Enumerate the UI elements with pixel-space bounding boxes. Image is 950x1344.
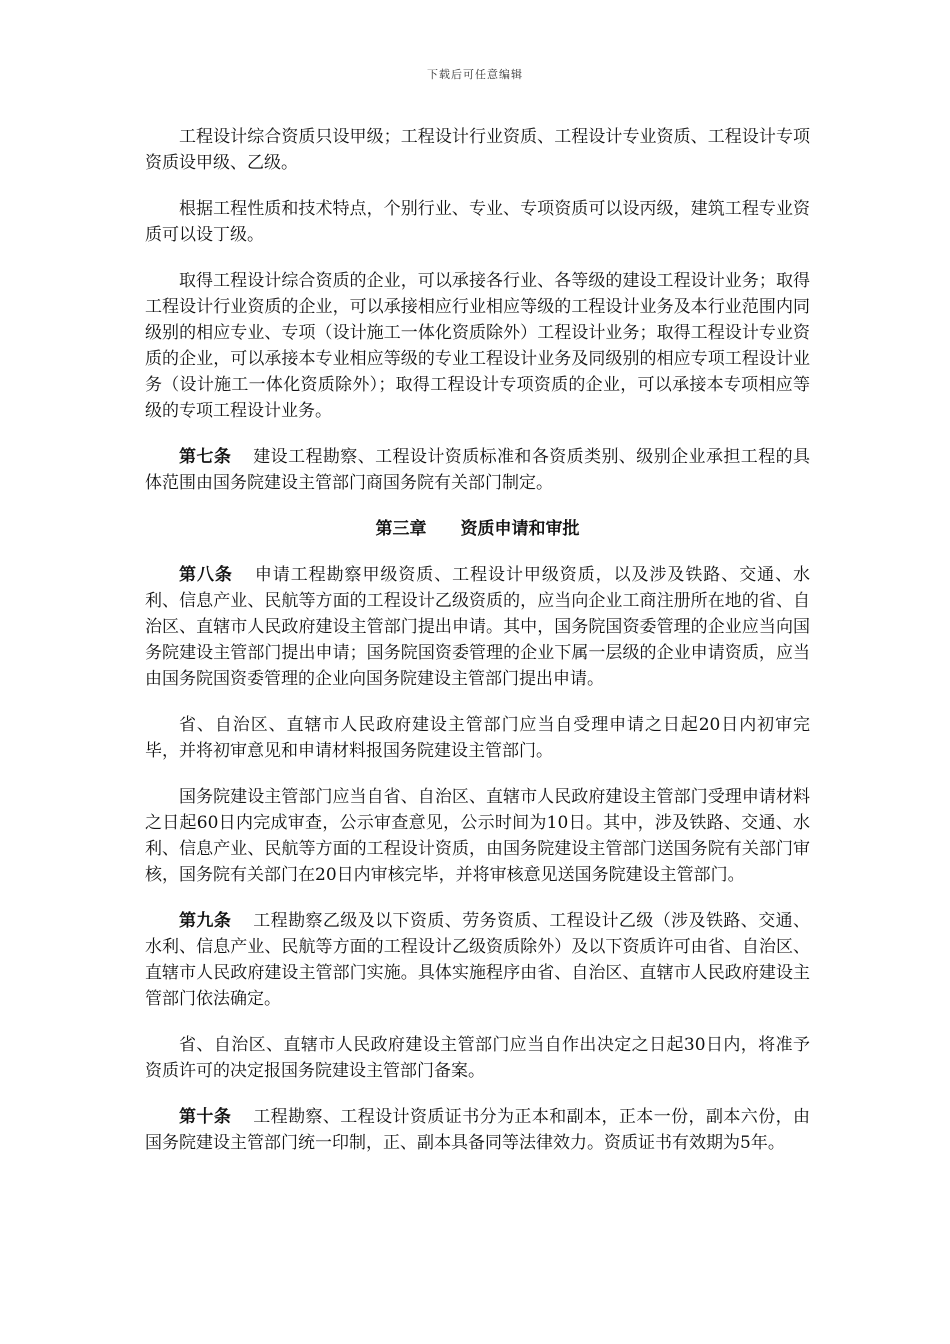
article-text: 工程勘察乙级及以下资质、劳务资质、工程设计乙级（涉及铁路、交通、水利、信息产业、民航等方面的工程设计乙级资质除外）及以下资质许可由省、自治区、直辖市人民政府建设主管部门实施。具体实施程序由省、自治区、直辖市人民政府建设主管部门依法确定。: [145, 911, 811, 1009]
chapter-number: 第三章: [375, 519, 427, 539]
paragraph-preliminary-review: [145, 712, 810, 764]
chapter-heading: [145, 516, 810, 542]
paragraph-text: 省、自治区、直辖市人民政府建设主管部门应当自受理申请之日起20日内初审完毕，并将初审意见和申请材料报国务院建设主管部门。: [145, 715, 810, 761]
paragraph-text: 工程设计综合资质只设甲级；工程设计行业资质、工程设计专业资质、工程设计专项资质设甲级、乙级。: [145, 127, 810, 173]
article-9: [145, 908, 810, 1012]
paragraph-design-grades: [145, 124, 810, 176]
article-text: 建设工程勘察、工程设计资质标准和各资质类别、级别企业承担工程的具体范围由国务院建设主管部门商国务院有关部门制定。: [145, 447, 811, 493]
paragraph-text: 取得工程设计综合资质的企业，可以承接各行业、各等级的建设工程设计业务；取得工程设计行业资质的企业，可以承接相应行业相应等级的工程设计业务及本行业范围内同级别的相应专业、专项（设计施工一体化资质除外）工程设计业务；取得工程设计专业资质的企业，可以承接本专业相应等级的专业工程设计业务及同级别的相应专项工程设计业务（设计施工一体化资质除外）；取得工程设计专项资质的企业，可以承接本专项相应等级的专项工程设计业务。: [145, 271, 810, 421]
article-number: 第十条: [179, 1107, 232, 1127]
paragraph-filing: [145, 1032, 810, 1084]
paragraph-national-review: [145, 784, 810, 888]
page-header-note: 下载后可任意编辑: [427, 68, 523, 81]
article-8: [145, 562, 810, 692]
article-text: 申请工程勘察甲级资质、工程设计甲级资质，以及涉及铁路、交通、水利、信息产业、民航等方面的工程设计乙级资质的，应当向企业工商注册所在地的省、自治区、直辖市人民政府建设主管部门提出申请。其中，国务院国资委管理的企业应当向国务院建设主管部门提出申请；国务院国资委管理的企业下属一层级的企业申请资质，应当由国务院国资委管理的企业向国务院建设主管部门提出申请。: [145, 565, 811, 689]
article-text: 工程勘察、工程设计资质证书分为正本和副本，正本一份，副本六份，由国务院建设主管部门统一印制，正、副本具备同等法律效力。资质证书有效期为5年。: [145, 1107, 811, 1153]
chapter-title: 资质申请和审批: [460, 519, 580, 539]
paragraph-text: 国务院建设主管部门应当自省、自治区、直辖市人民政府建设主管部门受理申请材料之日起60日内完成审查，公示审查意见，公示时间为10日。其中，涉及铁路、交通、水利、信息产业、民航等方面的工程设计资质，由国务院建设主管部门送国务院有关部门审核，国务院有关部门在20日内审核完毕，并将审核意见送国务院建设主管部门。: [145, 787, 810, 885]
article-number: 第七条: [179, 447, 232, 467]
paragraph-text: 省、自治区、直辖市人民政府建设主管部门应当自作出决定之日起30日内，将准予资质许可的决定报国务院建设主管部门备案。: [145, 1035, 810, 1081]
article-7: [145, 444, 810, 496]
paragraph-business-scope: [145, 268, 810, 424]
paragraph-text: 根据工程性质和技术特点，个别行业、专业、专项资质可以设丙级，建筑工程专业资质可以设丁级。: [145, 199, 810, 245]
document-body: [145, 124, 810, 1176]
article-number: 第八条: [179, 565, 233, 585]
paragraph-grade-c-d: [145, 196, 810, 248]
article-number: 第九条: [179, 911, 232, 931]
article-10: [145, 1104, 810, 1156]
